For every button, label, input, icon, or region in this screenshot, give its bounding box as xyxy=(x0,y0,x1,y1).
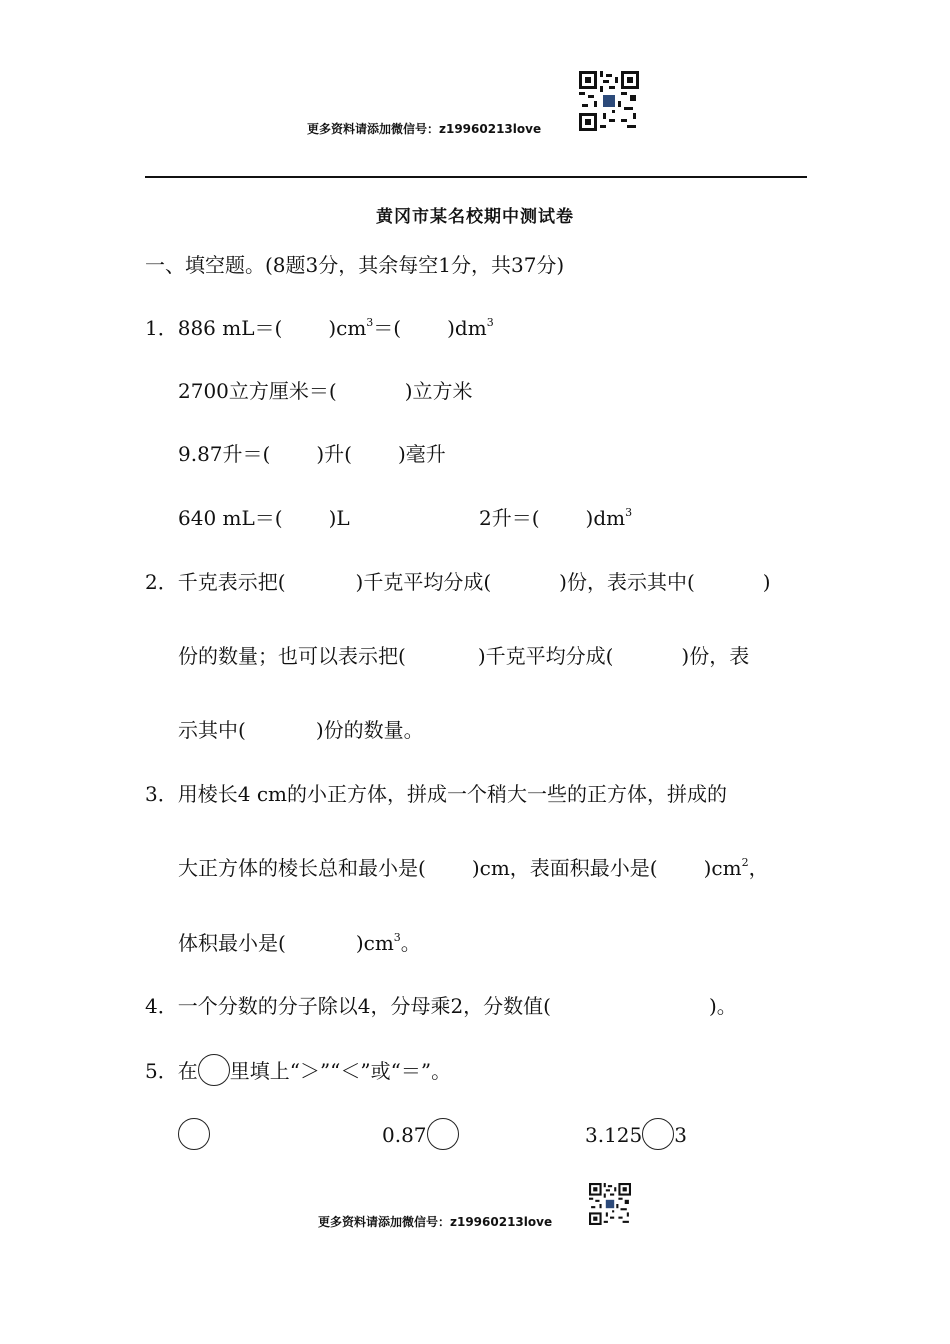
question-1-line-4b: 2升＝( )$dm^3$ xyxy=(479,506,633,530)
page-title: 黄冈市某名校期中测试卷 xyxy=(376,207,574,227)
answer-circle-icon[interactable] xyxy=(642,1118,674,1150)
answer-circle-icon xyxy=(198,1054,230,1086)
question-1-line-1: 1．886 mL＝( )$cm^3=$( )$dm^3$ xyxy=(145,316,494,340)
question-4: 4．一个分数的分子除以4，分母乘2，分数值( )。 xyxy=(145,994,737,1018)
header-rule xyxy=(145,176,807,178)
question-2-line-2: 份的数量；也可以表示把( )千克平均分成( )份，表 xyxy=(178,644,750,668)
question-1-line-2: 2700立方厘米＝( )立方米 xyxy=(178,379,473,403)
question-5-item-2: 0.87 xyxy=(382,1118,459,1150)
answer-circle-icon[interactable] xyxy=(178,1118,210,1150)
question-1-line-4: 640 mL＝( )L xyxy=(178,506,350,530)
question-5-line-1: 5．在 里填上“＞”“＜”或“＝”。 xyxy=(145,1054,451,1086)
question-1-line-3: 9.87升＝( )升( )毫升 xyxy=(178,442,446,466)
question-number: 4． xyxy=(145,994,178,1018)
question-number: 1． xyxy=(145,316,178,340)
question-2-line-1: 2．千克表示把( )千克平均分成( )份，表示其中( ) xyxy=(145,570,771,594)
question-5-item-3: 3.125 3 xyxy=(585,1118,687,1150)
question-3-line-2: 大正方体的棱长总和最小是( )cm，表面积最小是( )$cm^2$， xyxy=(178,856,769,880)
question-number: 2． xyxy=(145,570,178,594)
footer-text: 更多资料请添加微信号：z19960213love xyxy=(318,1215,553,1229)
qr-code-icon xyxy=(579,71,639,131)
section-heading: 一、填空题。(8题3分，其余每空1分，共37分) xyxy=(145,253,565,277)
question-2-line-3: 示其中( )份的数量。 xyxy=(178,718,424,742)
qr-code-icon xyxy=(589,1183,631,1225)
question-number: 5． xyxy=(145,1059,178,1083)
question-3-line-1: 3．用棱长4 cm的小正方体，拼成一个稍大一些的正方体，拼成的 xyxy=(145,782,727,806)
header-text: 更多资料请添加微信号：z19960213love xyxy=(307,122,542,136)
answer-circle-icon[interactable] xyxy=(427,1118,459,1150)
question-number: 3． xyxy=(145,782,178,806)
question-5-item-1 xyxy=(178,1118,210,1150)
question-3-line-3: 体积最小是( )$cm^3$。 xyxy=(178,931,421,955)
